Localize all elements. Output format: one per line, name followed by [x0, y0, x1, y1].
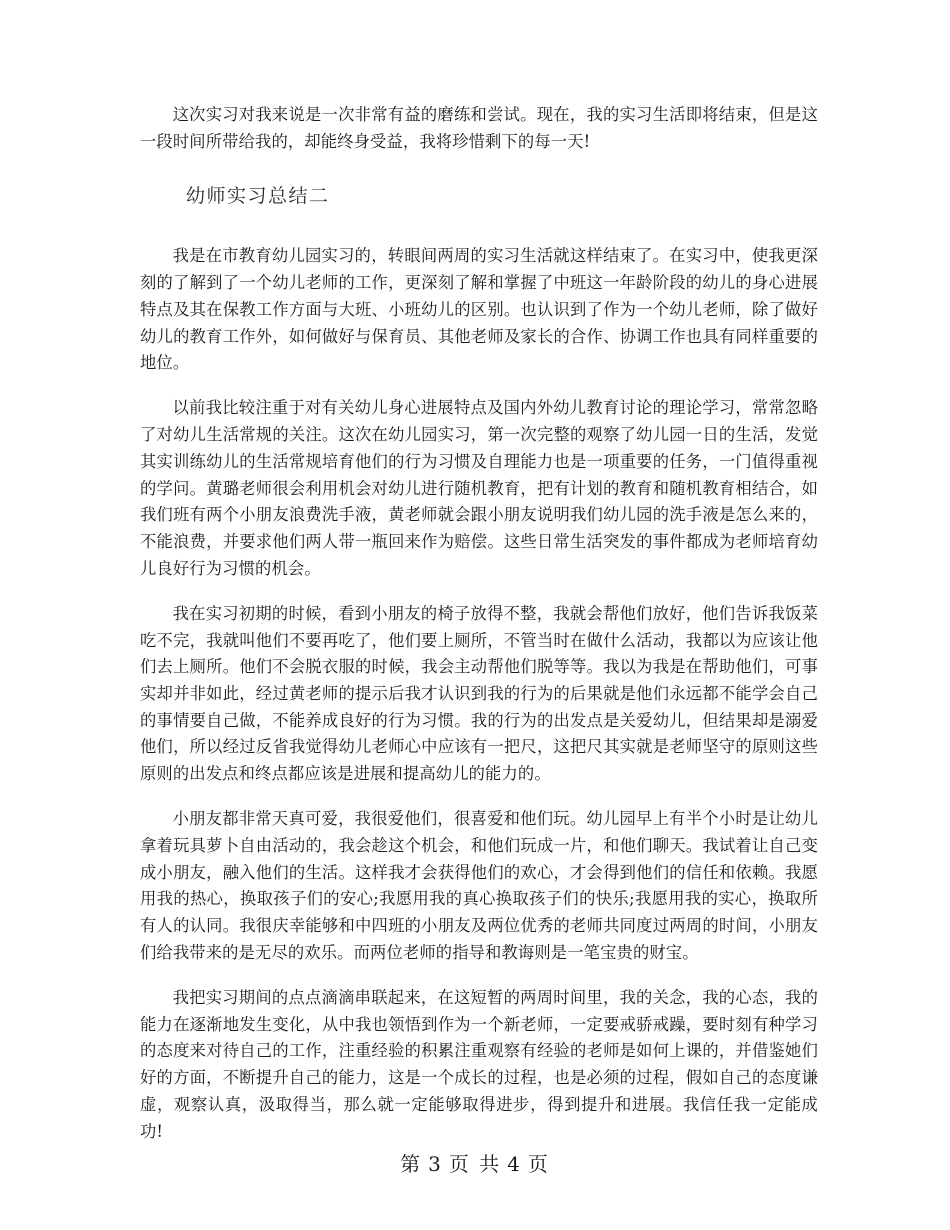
body-paragraph-1: 我是在市教育幼儿园实习的，转眼间两周的实习生活就这样结束了。在实习中，使我更深刻的了解到了一个幼儿老师的工作，更深刻了解和掌握了中班这一年龄阶段的幼儿的身心进展特点及其在保教工作方面与大班、小班幼儿的区别。也认识到了作为一个幼儿老师，除了做好幼儿的教育工作外，如何做好与保育员、其他老师及家长的合作、协调工作也具有同样重要的地位。: [140, 246, 818, 373]
body-paragraph-4: 小朋友都非常天真可爱，我很爱他们，很喜爱和他们玩。幼儿园早上有半个小时是让幼儿拿着玩具萝卜自由活动的，我会趁这个机会，和他们玩成一片，和他们聊天。我试着让自己变成小朋友，融入他们的生活。这样我才会获得他们的欢心，才会得到他们的信任和依赖。我愿用我的热心，换取孩子们的安心;我愿用我的真心换取孩子们的快乐;我愿用我的实心，换取所有人的认同。我很庆幸能够和中四班的小朋友及两位优秀的老师共同度过两周的时间，小朋友们给我带来的是无尽的欢乐。而两位老师的指导和教诲则是一笔宝贵的财宝。: [140, 809, 818, 962]
footer-prefix: 第: [400, 1152, 423, 1176]
body-paragraph-3: 我在实习初期的时候，看到小朋友的椅子放得不整，我就会帮他们放好，他们告诉我饭菜吃不完，我就叫他们不要再吃了，他们要上厕所，不管当时在做什么活动，我都以为应该让他们去上厕所。他们不会脱衣服的时候，我会主动帮他们脱等等。我以为我是在帮助他们，可事实却并非如此，经过黄老师的提示后我才认识到我的行为的后果就是他们永远都不能学会自己的事情要自己做，不能养成良好的行为习惯。我的行为的出发点是关爱幼儿，但结果却是溺爱他们，所以经过反省我觉得幼儿老师心中应该有一把尺，这把尺其实就是老师坚守的原则这些原则的出发点和终点都应该是进展和提高幼儿的能力的。: [140, 603, 818, 784]
intro-paragraph: 这次实习对我来说是一次非常有益的磨练和尝试。现在，我的实习生活即将结束，但是这一段时间所带给我的，却能终身受益，我将珍惜剩下的每一天!: [140, 105, 818, 151]
footer-middle: 页 共: [448, 1152, 502, 1176]
footer-suffix: 页: [527, 1152, 550, 1176]
document-body: [140, 102, 818, 1145]
body-paragraph-5: 我把实习期间的点点滴滴串联起来，在这短暂的两周时间里，我的关念，我的心态，我的能力在逐渐地发生变化，从中我也领悟到作为一个新老师，一定要戒骄戒躁，要时刻有种学习的态度来对待自己的工作，注重经验的积累注重观察有经验的老师是如何上课的，并借鉴她们好的方面，不断提升自己的能力，这是一个成长的过程，也是必须的过程，假如自己的态度谦虚，观察认真，汲取得当，那么就一定能够取得进步，得到提升和进展。我信任我一定能成功!: [140, 987, 818, 1141]
current-page-number: 3: [428, 1152, 443, 1176]
page-number-footer: [0, 1150, 950, 1178]
body-paragraph-2: 以前我比较注重于对有关幼儿身心进展特点及国内外幼儿教育讨论的理论学习，常常忽略了对幼儿生活常规的关注。这次在幼儿园实习，第一次完整的观察了幼儿园一日的生活，发觉其实训练幼儿的生活常规培育他们的行为习惯及自理能力也是一项重要的任务，一门值得重视的学问。黄璐老师很会利用机会对幼儿进行随机教育，把有计划的教育和随机教育相结合，如我们班有两个小朋友浪费洗手液，黄老师就会跟小朋友说明我们幼儿园的洗手液是怎么来的，不能浪费，并要求他们两人带一瓶回来作为赔偿。这些日常生活突发的事件都成为老师培育幼儿良好行为习惯的机会。: [140, 398, 818, 578]
section-title: 幼师实习总结二: [186, 185, 330, 208]
total-pages-number: 4: [507, 1152, 522, 1176]
